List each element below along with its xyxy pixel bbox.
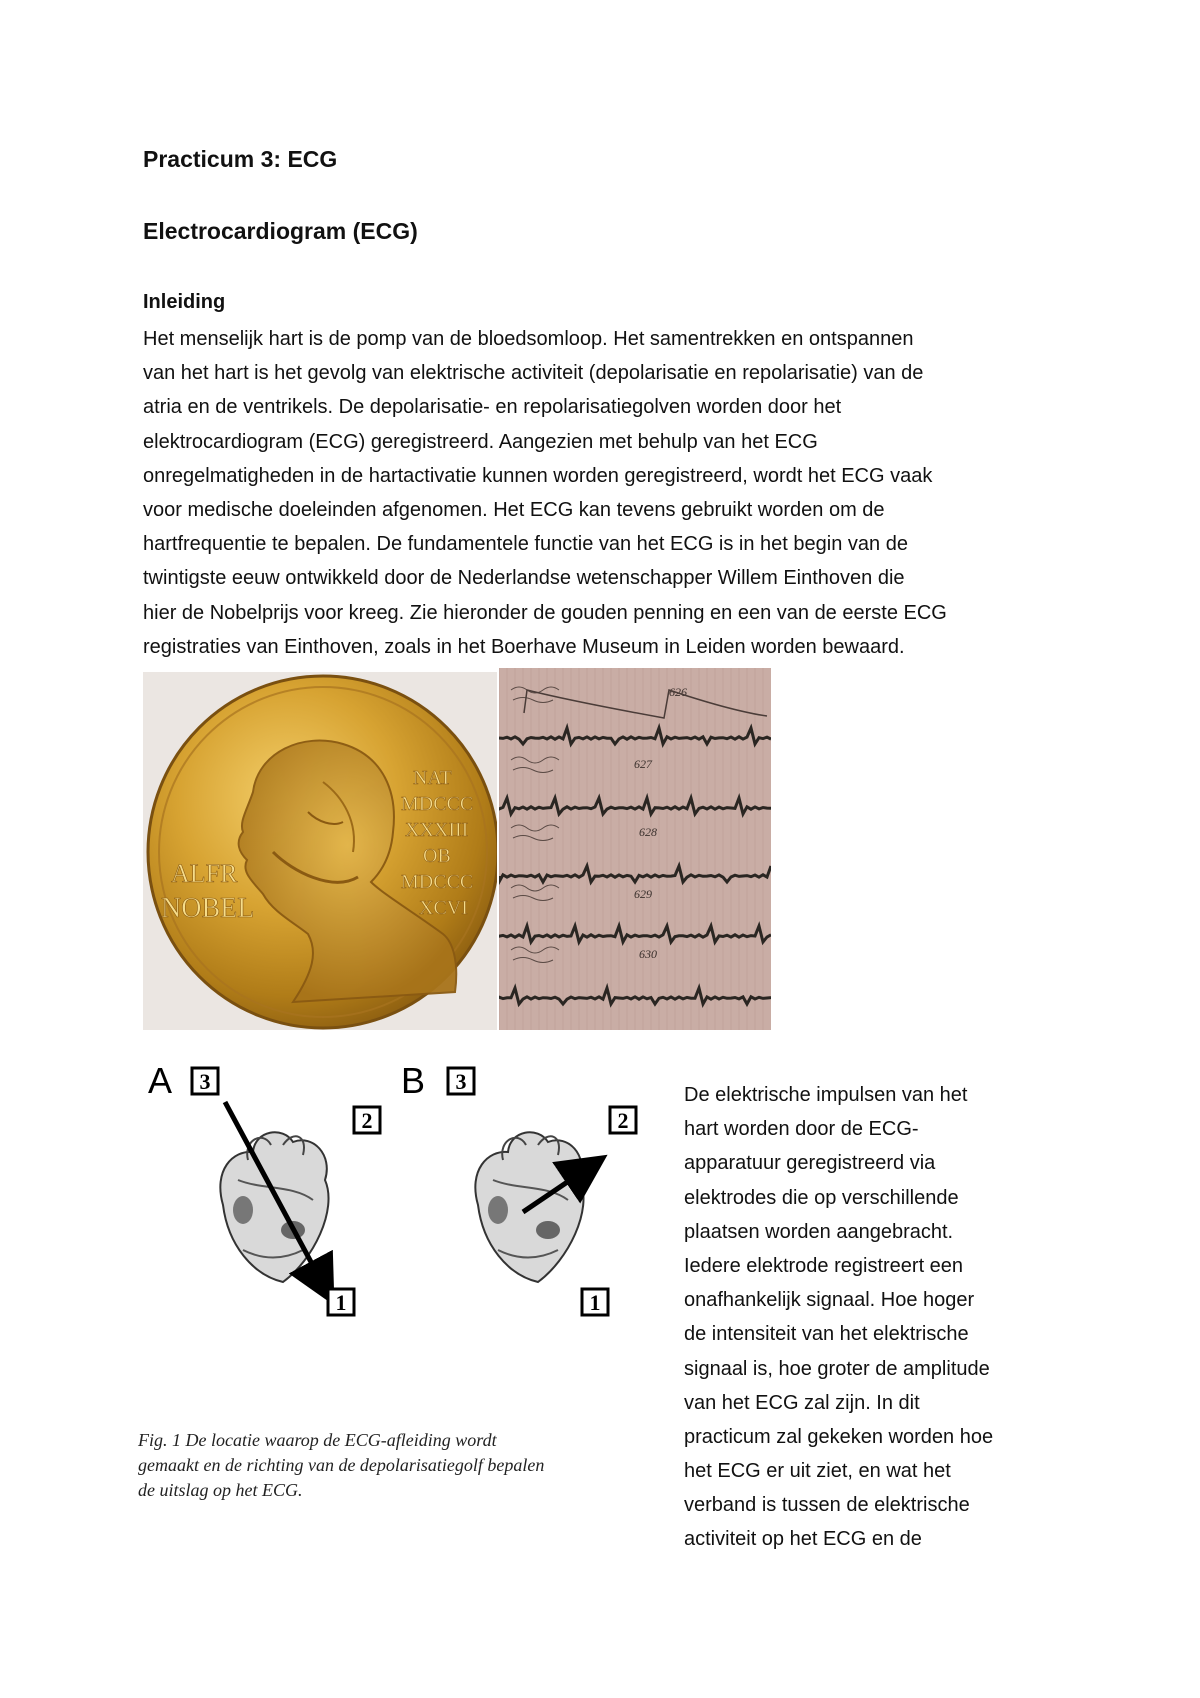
ecg-record-number: 630 <box>639 947 657 961</box>
document-title: Practicum 3: ECG <box>143 146 338 172</box>
intro-line: twintigste eeuw ontwikkeld door de Nederlandse wetenschapper Willem Einthoven die <box>143 567 905 590</box>
intro-line: voor medische doeleinden afgenomen. Het ECG kan tevens gebruikt worden om de <box>143 498 885 521</box>
ecg-strips-icon <box>499 668 771 1030</box>
medal-text-alfr: ALFR <box>171 859 238 888</box>
electrode-2-a <box>354 1107 380 1133</box>
side-line: van het ECG zal zijn. In dit <box>684 1391 920 1414</box>
side-line: elektrodes die op verschillende <box>684 1186 959 1209</box>
intro-line: registraties van Einthoven, zoals in het Boerhave Museum in Leiden worden bewaard. <box>143 635 905 658</box>
electrode-3-b <box>448 1068 474 1094</box>
intro-paragraph <box>143 322 1043 664</box>
side-line: plaatsen worden aangebracht. <box>684 1220 954 1243</box>
intro-line: atria en de ventrikels. De depolarisatie- en repolarisatiegolven worden door het <box>143 396 842 419</box>
electrode-2-b <box>610 1107 636 1133</box>
caption-line: Fig. 1 De locatie waarop de ECG-afleiding wordt <box>138 1430 497 1450</box>
medal-text: OB <box>423 845 451 867</box>
nobel-medal-photo <box>143 672 497 1030</box>
svg-text:2: 2 <box>617 1108 629 1133</box>
svg-text:3: 3 <box>455 1069 467 1094</box>
medal-text: XXXIII <box>405 819 469 841</box>
caption-line: de uitslag op het ECG. <box>138 1480 303 1500</box>
photo-row <box>143 668 771 1030</box>
heart-lead-diagram <box>143 1060 673 1380</box>
svg-text:2: 2 <box>361 1108 373 1133</box>
side-line: apparatuur geregistreerd via <box>684 1152 936 1175</box>
figure-caption <box>138 1428 658 1503</box>
intro-line: van het hart is het gevolg van elektrische activiteit (depolarisatie en repolarisatie) van de <box>143 362 924 385</box>
ecg-record-number: 627 <box>634 757 652 771</box>
side-line: activiteit op het ECG en de <box>684 1528 922 1551</box>
side-line: onafhankelijk signaal. Hoe hoger <box>684 1289 975 1312</box>
svg-text:1: 1 <box>335 1290 347 1315</box>
section-heading: Inleiding <box>143 291 226 313</box>
side-paragraph <box>684 1078 1044 1557</box>
medal-text: XCVI <box>419 897 468 919</box>
svg-text:3: 3 <box>199 1069 211 1094</box>
side-line: het ECG er uit ziet, en wat het <box>684 1460 951 1483</box>
panel-a-label: A <box>148 1060 173 1101</box>
electrode-1-b <box>582 1289 608 1315</box>
nobel-medal-icon <box>143 672 497 1030</box>
einthoven-ecg-photo <box>499 668 771 1030</box>
side-line: signaal is, hoe groter de amplitude <box>684 1357 990 1380</box>
side-line: De elektrische impulsen van het <box>684 1084 968 1106</box>
caption-line: gemaakt en de richting van de depolarisatiegolf bepalen <box>138 1455 545 1475</box>
ecg-record-number: 626 <box>669 685 687 699</box>
side-line: de intensiteit van het elektrische <box>684 1323 969 1346</box>
document-subtitle: Electrocardiogram (ECG) <box>143 218 418 244</box>
ecg-record-number: 629 <box>634 887 652 901</box>
panel-b-label: B <box>401 1060 426 1101</box>
intro-line: Het menselijk hart is de pomp van de bloedsomloop. Het samentrekken en ontspannen <box>143 328 914 350</box>
side-line: verband is tussen de elektrische <box>684 1494 970 1517</box>
svg-text:1: 1 <box>589 1290 601 1315</box>
medal-text-nobel: NOBEL <box>161 893 255 924</box>
medal-text: NAT <box>413 767 452 789</box>
medal-text: MDCCC <box>401 871 474 893</box>
side-line: hart worden door de ECG- <box>684 1118 919 1141</box>
intro-line: hartfrequentie te bepalen. De fundamentele functie van het ECG is in het begin van de <box>143 533 908 556</box>
side-line: practicum zal gekeken worden hoe <box>684 1425 994 1448</box>
medal-text: MDCCC <box>401 793 474 815</box>
electrode-1-a <box>328 1289 354 1315</box>
intro-line: onregelmatigheden in de hartactivatie kunnen worden geregistreerd, wordt het ECG vaak <box>143 464 933 487</box>
intro-line: hier de Nobelprijs voor kreeg. Zie hieronder de gouden penning en een van de eerste ECG <box>143 601 947 624</box>
electrode-3-a <box>192 1068 218 1094</box>
ecg-record-number: 628 <box>639 825 657 839</box>
intro-line: elektrocardiogram (ECG) geregistreerd. Aangezien met behulp van het ECG <box>143 430 818 453</box>
side-line: Iedere elektrode registreert een <box>684 1254 964 1277</box>
